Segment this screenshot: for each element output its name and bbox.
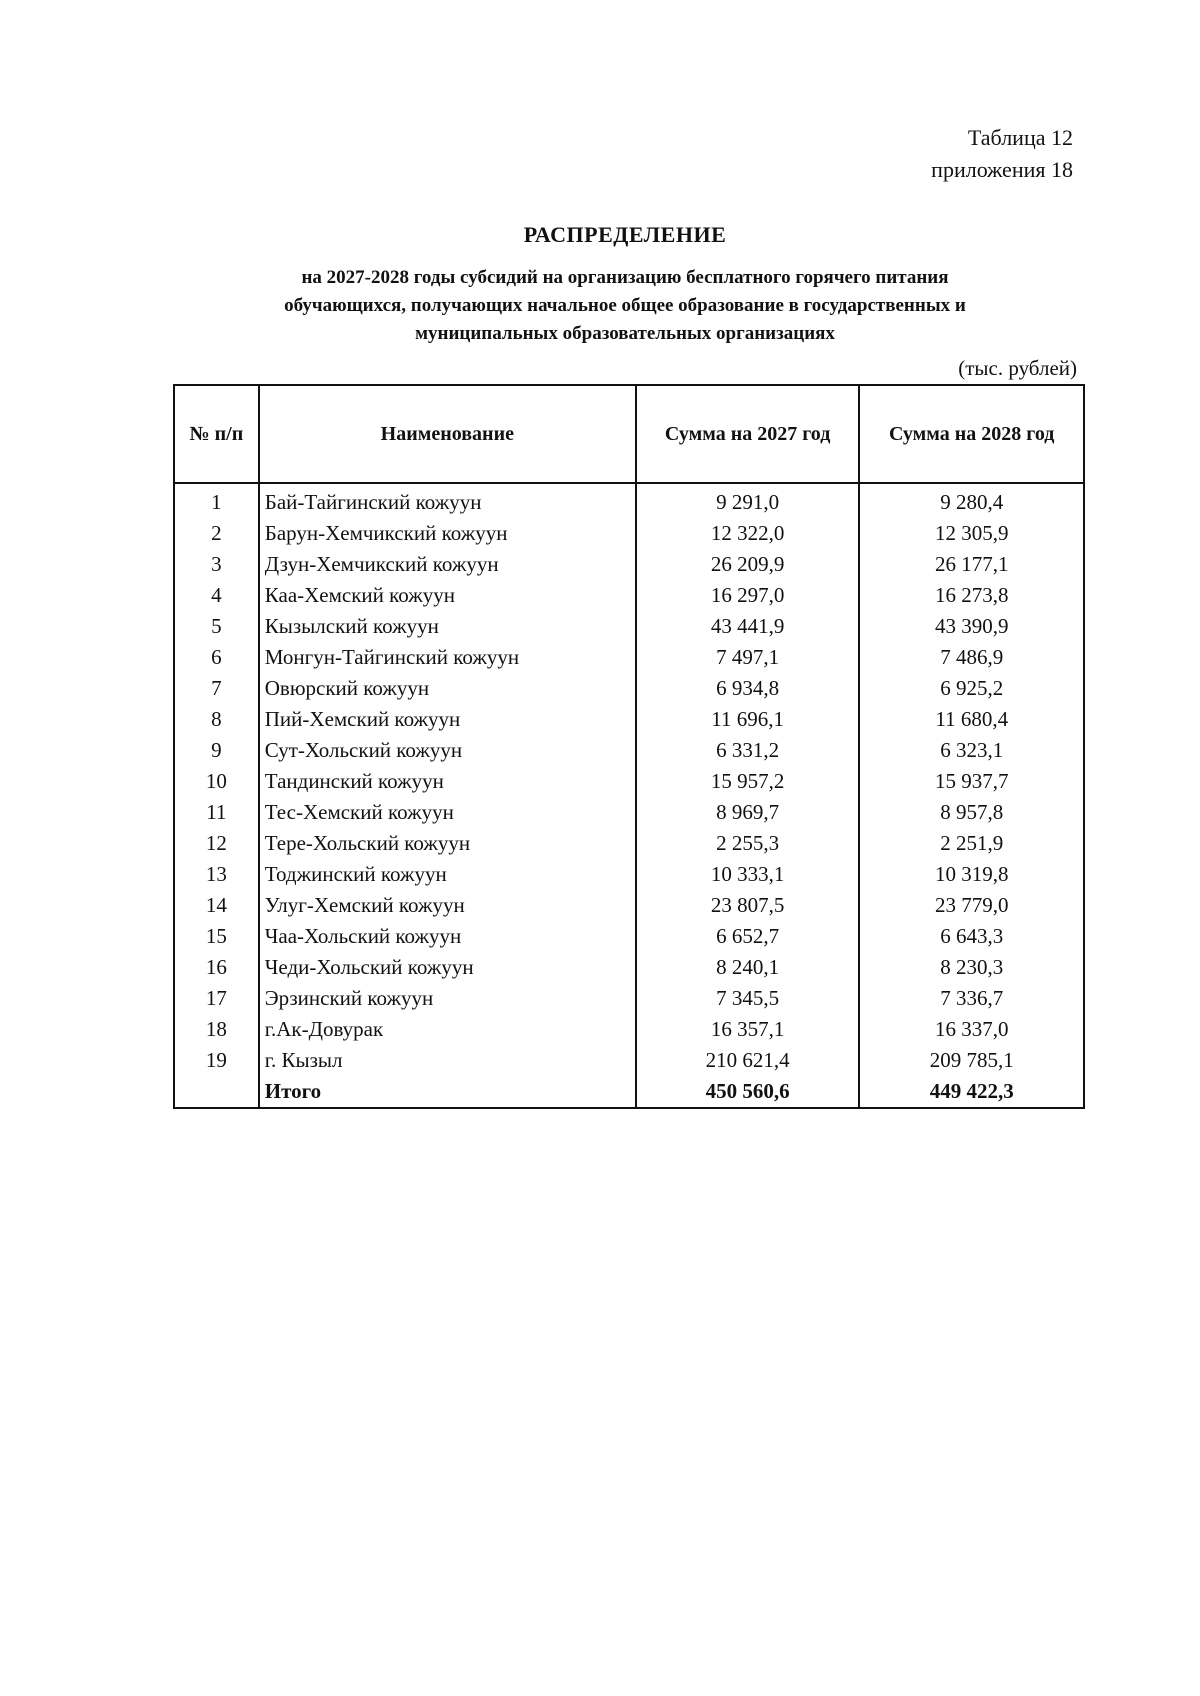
row-number: 9 <box>174 735 259 766</box>
total-number <box>174 1076 259 1108</box>
district-name: Дзун-Хемчикский кожуун <box>259 549 636 580</box>
table-row <box>174 1045 1084 1076</box>
row-number: 19 <box>174 1045 259 1076</box>
distribution-table <box>173 384 1085 1109</box>
table-row <box>174 735 1084 766</box>
table-row <box>174 483 1084 518</box>
subtitle-line: на 2027-2028 годы субсидий на организацию бесплатного горячего питания <box>301 267 949 288</box>
sum-2028: 7 486,9 <box>859 642 1084 673</box>
table-row <box>174 766 1084 797</box>
sum-2027: 7 345,5 <box>636 983 860 1014</box>
sum-2028: 23 779,0 <box>859 890 1084 921</box>
row-number: 13 <box>174 859 259 890</box>
table-row <box>174 611 1084 642</box>
table-number: Таблица 12 <box>967 125 1073 150</box>
document-subtitle <box>220 264 1030 348</box>
sum-2027: 23 807,5 <box>636 890 860 921</box>
table-row <box>174 580 1084 611</box>
table-header-row <box>174 385 1084 483</box>
table-row <box>174 921 1084 952</box>
row-number: 15 <box>174 921 259 952</box>
total-sum-2027: 450 560,6 <box>636 1076 860 1108</box>
district-name: Чаа-Хольский кожуун <box>259 921 636 952</box>
table-row <box>174 518 1084 549</box>
district-name: Тоджинский кожуун <box>259 859 636 890</box>
district-name: Сут-Хольский кожуун <box>259 735 636 766</box>
row-number: 14 <box>174 890 259 921</box>
subtitle-line: обучающихся, получающих начальное общее образование в государственных и <box>284 295 966 316</box>
sum-2027: 26 209,9 <box>636 549 860 580</box>
district-name: Чеди-Хольский кожуун <box>259 952 636 983</box>
row-number: 18 <box>174 1014 259 1045</box>
sum-2027: 7 497,1 <box>636 642 860 673</box>
subtitle-line: муниципальных образовательных организациях <box>415 323 835 344</box>
table-row <box>174 1014 1084 1045</box>
table-row <box>174 704 1084 735</box>
table-body <box>174 483 1084 1108</box>
row-number: 5 <box>174 611 259 642</box>
district-name: Монгун-Тайгинский кожуун <box>259 642 636 673</box>
sum-2027: 6 331,2 <box>636 735 860 766</box>
district-name: Тере-Хольский кожуун <box>259 828 636 859</box>
district-name: Эрзинский кожуун <box>259 983 636 1014</box>
sum-2028: 8 957,8 <box>859 797 1084 828</box>
total-row <box>174 1076 1084 1108</box>
sum-2028: 15 937,7 <box>859 766 1084 797</box>
table-row <box>174 890 1084 921</box>
district-name: г.Ак-Довурак <box>259 1014 636 1045</box>
sum-2028: 6 925,2 <box>859 673 1084 704</box>
sum-2027: 16 297,0 <box>636 580 860 611</box>
table-row <box>174 952 1084 983</box>
sum-2027: 6 652,7 <box>636 921 860 952</box>
appendix-number: приложения 18 <box>931 157 1073 182</box>
table-row <box>174 828 1084 859</box>
sum-2028: 16 337,0 <box>859 1014 1084 1045</box>
table-row <box>174 797 1084 828</box>
district-name: Овюрский кожуун <box>259 673 636 704</box>
table-row <box>174 642 1084 673</box>
column-header-number: № п/п <box>174 385 259 483</box>
district-name: Бай-Тайгинский кожуун <box>259 483 636 518</box>
sum-2027: 8 240,1 <box>636 952 860 983</box>
total-sum-2028: 449 422,3 <box>859 1076 1084 1108</box>
total-label: Итого <box>259 1076 636 1108</box>
document-title: РАСПРЕДЕЛЕНИЕ <box>523 222 727 247</box>
district-name: Барун-Хемчикский кожуун <box>259 518 636 549</box>
sum-2027: 10 333,1 <box>636 859 860 890</box>
row-number: 6 <box>174 642 259 673</box>
sum-2027: 2 255,3 <box>636 828 860 859</box>
row-number: 12 <box>174 828 259 859</box>
sum-2028: 6 643,3 <box>859 921 1084 952</box>
district-name: г. Кызыл <box>259 1045 636 1076</box>
sum-2028: 10 319,8 <box>859 859 1084 890</box>
sum-2027: 16 357,1 <box>636 1014 860 1045</box>
row-number: 1 <box>174 483 259 518</box>
column-header-sum-2028: Сумма на 2028 год <box>859 385 1084 483</box>
table-row <box>174 983 1084 1014</box>
row-number: 7 <box>174 673 259 704</box>
row-number: 8 <box>174 704 259 735</box>
table-row <box>174 549 1084 580</box>
sum-2028: 6 323,1 <box>859 735 1084 766</box>
row-number: 4 <box>174 580 259 611</box>
sum-2028: 12 305,9 <box>859 518 1084 549</box>
district-name: Улуг-Хемский кожуун <box>259 890 636 921</box>
column-header-sum-2027: Сумма на 2027 год <box>636 385 860 483</box>
sum-2027: 210 621,4 <box>636 1045 860 1076</box>
sum-2028: 209 785,1 <box>859 1045 1084 1076</box>
district-name: Кызылский кожуун <box>259 611 636 642</box>
sum-2027: 8 969,7 <box>636 797 860 828</box>
sum-2028: 9 280,4 <box>859 483 1084 518</box>
sum-2028: 43 390,9 <box>859 611 1084 642</box>
sum-2027: 15 957,2 <box>636 766 860 797</box>
sum-2027: 9 291,0 <box>636 483 860 518</box>
sum-2027: 11 696,1 <box>636 704 860 735</box>
sum-2028: 8 230,3 <box>859 952 1084 983</box>
row-number: 10 <box>174 766 259 797</box>
sum-2028: 2 251,9 <box>859 828 1084 859</box>
district-name: Каа-Хемский кожуун <box>259 580 636 611</box>
units-note: (тыс. рублей) <box>958 356 1077 380</box>
sum-2028: 11 680,4 <box>859 704 1084 735</box>
row-number: 3 <box>174 549 259 580</box>
row-number: 17 <box>174 983 259 1014</box>
sum-2027: 12 322,0 <box>636 518 860 549</box>
row-number: 16 <box>174 952 259 983</box>
row-number: 2 <box>174 518 259 549</box>
sum-2027: 6 934,8 <box>636 673 860 704</box>
sum-2028: 26 177,1 <box>859 549 1084 580</box>
district-name: Пий-Хемский кожуун <box>259 704 636 735</box>
sum-2027: 43 441,9 <box>636 611 860 642</box>
district-name: Тес-Хемский кожуун <box>259 797 636 828</box>
table-row <box>174 859 1084 890</box>
sum-2028: 16 273,8 <box>859 580 1084 611</box>
sum-2028: 7 336,7 <box>859 983 1084 1014</box>
district-name: Тандинский кожуун <box>259 766 636 797</box>
table-reference <box>931 122 1073 186</box>
table-row <box>174 673 1084 704</box>
column-header-name: Наименование <box>259 385 636 483</box>
row-number: 11 <box>174 797 259 828</box>
